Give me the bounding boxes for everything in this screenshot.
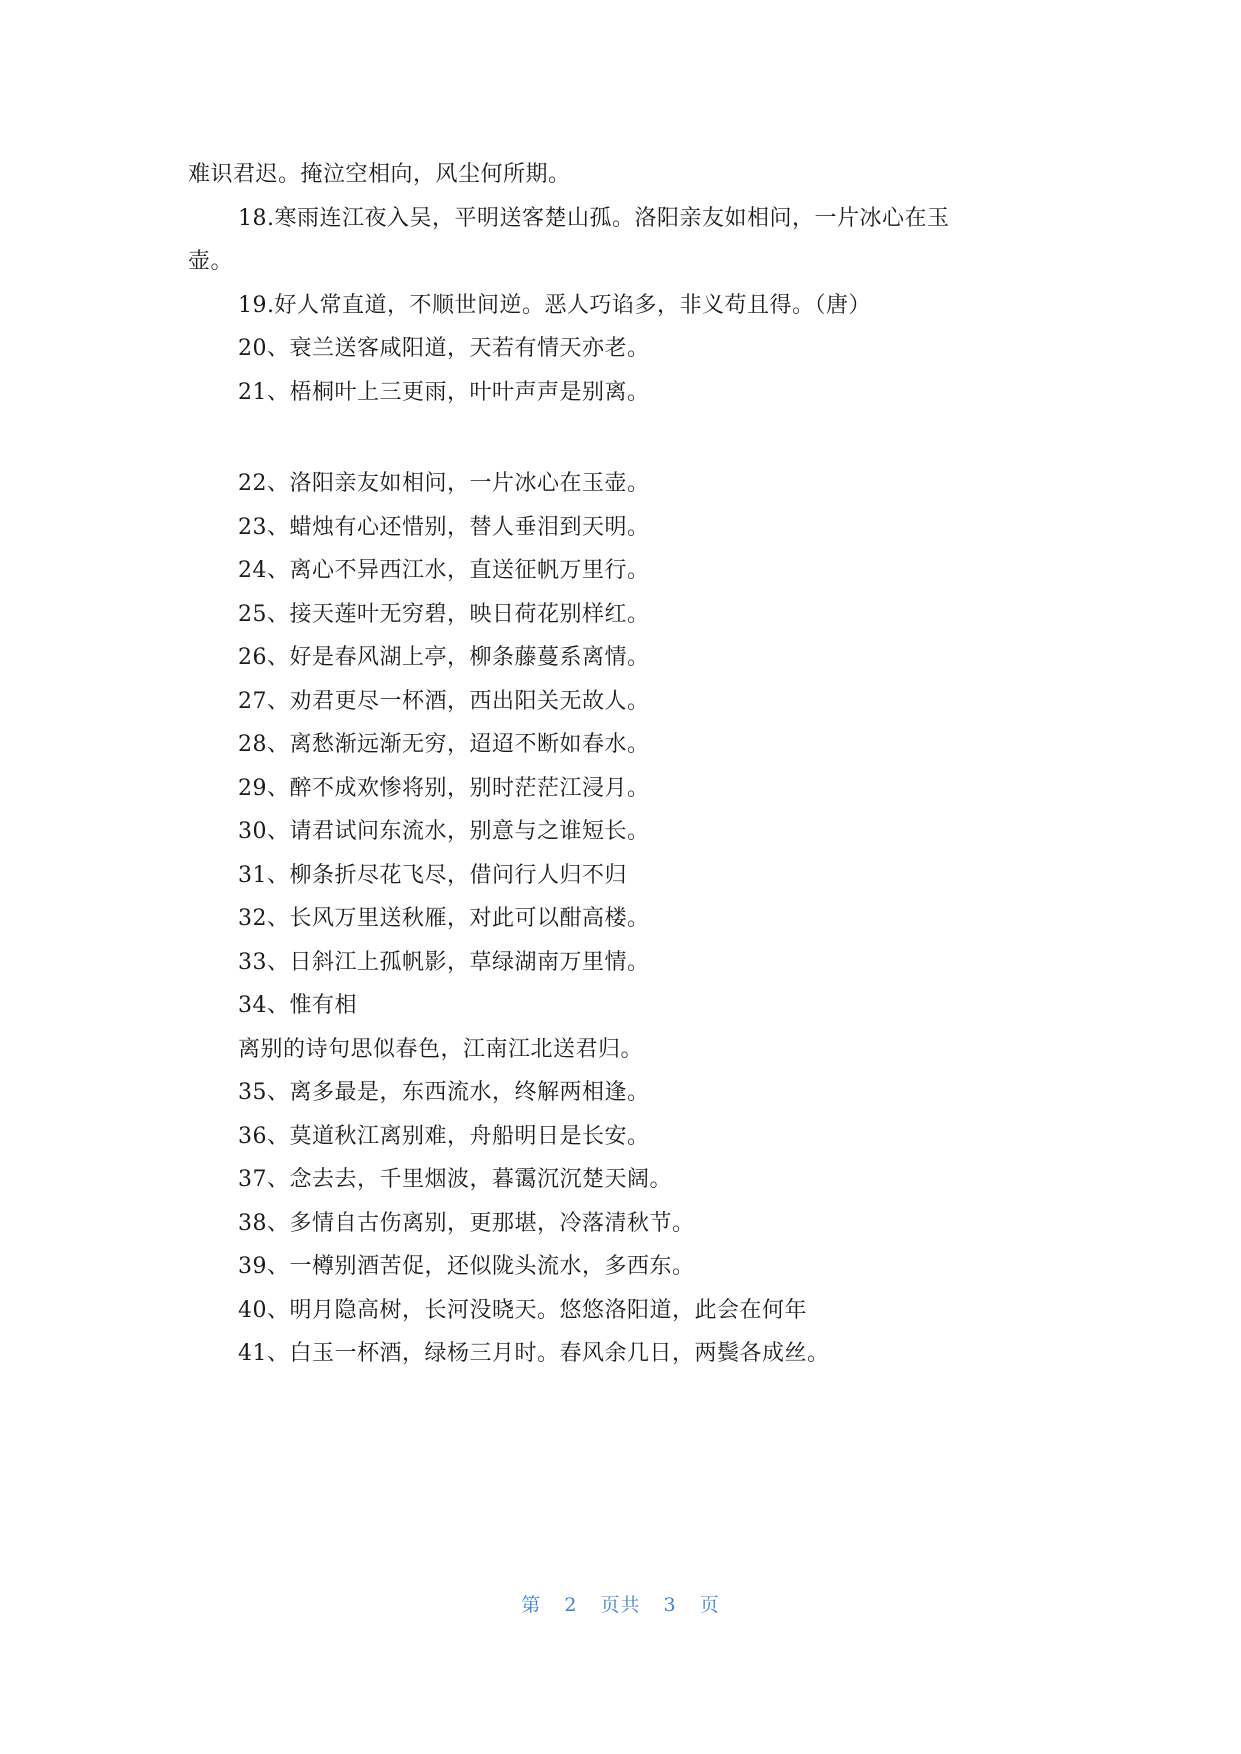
poem-line-24: 24、离心不异西江水，直送征帆万里行。 xyxy=(238,558,650,583)
footer-page-prefix: 第 xyxy=(521,1594,542,1616)
poem-line-18: 18.寒雨连江夜入吴，平明送客楚山孤。洛阳亲友如相问，一片冰心在玉 xyxy=(238,206,950,231)
footer-page-middle: 页共 xyxy=(600,1594,641,1616)
poem-line-29: 29、醉不成欢惨将别，别时茫茫江浸月。 xyxy=(238,776,650,801)
page-footer xyxy=(0,1590,1241,1617)
poem-line-39: 39、一樽别酒苦促，还似陇头流水，多西东。 xyxy=(238,1254,695,1279)
poem-line-31: 31、柳条折尽花飞尽，借问行人归不归 xyxy=(238,863,627,888)
poem-line-27: 27、劝君更尽一杯酒，西出阳关无故人。 xyxy=(238,689,650,714)
current-page-number: 2 xyxy=(564,1594,578,1616)
poem-line-35: 35、离多最是，东西流水，终解两相逢。 xyxy=(238,1080,650,1105)
text-line: 壶。 xyxy=(188,249,234,274)
poem-line-37: 37、念去去，千里烟波，暮霭沉沉楚天阔。 xyxy=(238,1167,672,1192)
poem-line-20: 20、衰兰送客咸阳道，天若有情天亦老。 xyxy=(238,336,650,361)
poem-line-32: 32、长风万里送秋雁，对此可以酣高楼。 xyxy=(238,906,650,931)
poem-line-36: 36、莫道秋江离别难，舟船明日是长安。 xyxy=(238,1124,650,1149)
text-line: 离别的诗句思似春色，江南江北送君归。 xyxy=(238,1037,644,1062)
poem-line-41: 41、白玉一杯酒，绿杨三月时。春风余几日，两鬓各成丝。 xyxy=(238,1341,830,1366)
poem-line-34: 34、惟有相 xyxy=(238,993,357,1018)
poem-line-33: 33、日斜江上孤帆影，草绿湖南万里情。 xyxy=(238,950,650,975)
total-page-number: 3 xyxy=(663,1594,677,1616)
footer-page-suffix: 页 xyxy=(699,1594,720,1616)
poem-line-40: 40、明月隐高树，长河没晓天。悠悠洛阳道，此会在何年 xyxy=(238,1298,807,1323)
poem-line-38: 38、多情自古伤离别，更那堪，冷落清秋节。 xyxy=(238,1211,695,1236)
poem-line-30: 30、请君试问东流水，别意与之谁短长。 xyxy=(238,819,650,844)
poem-line-19: 19.好人常直道，不顺世间逆。恶人巧谄多，非义苟且得。（唐） xyxy=(238,293,871,318)
text-line: 难识君迟。掩泣空相向，风尘何所期。 xyxy=(188,162,571,187)
poem-line-25: 25、接天莲叶无穷碧，映日荷花别样红。 xyxy=(238,602,650,627)
poem-line-26: 26、好是春风湖上亭，柳条藤蔓系离情。 xyxy=(238,645,650,670)
poem-line-22: 22、洛阳亲友如相问，一片冰心在玉壶。 xyxy=(238,471,650,496)
poem-line-21: 21、梧桐叶上三更雨，叶叶声声是别离。 xyxy=(238,380,650,405)
poem-line-28: 28、离愁渐远渐无穷，迢迢不断如春水。 xyxy=(238,732,650,757)
poem-line-23: 23、蜡烛有心还惜别，替人垂泪到天明。 xyxy=(238,515,650,540)
